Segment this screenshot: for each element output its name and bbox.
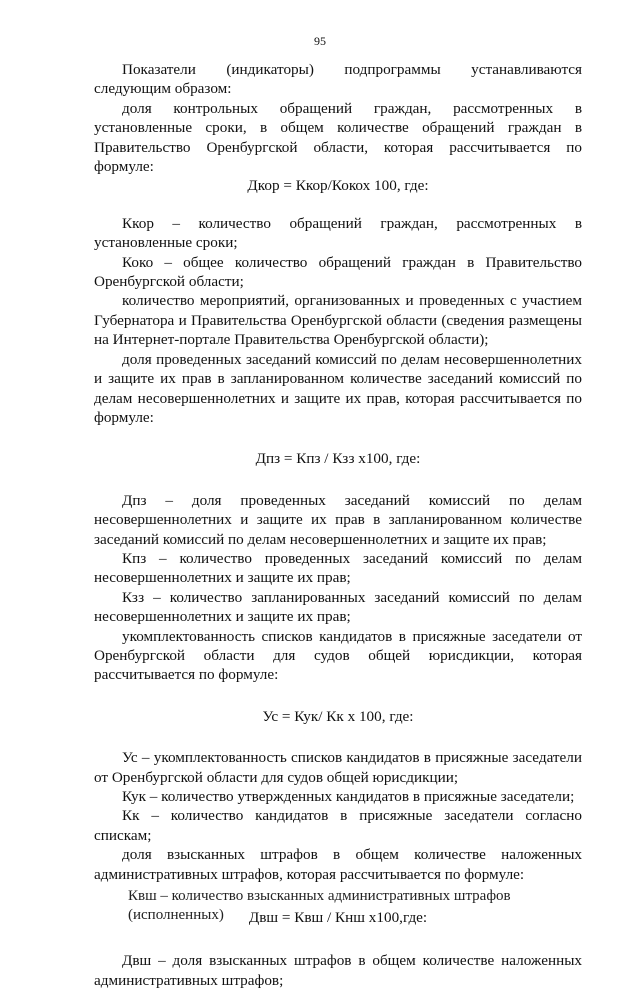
formula-jurors: Ус = Кук/ Кк х 100, где:	[262, 707, 414, 725]
definition-kk: Кк – количество кандидатов в присяжные заседатели согласно спискам;	[94, 807, 582, 844]
definition-dvsh: Двш – доля взысканных штрафов в общем количестве наложенных административных штрафов;	[94, 952, 582, 989]
cut-off-text: Квш – количество взысканных административных штрафов (исполненных)	[128, 888, 511, 923]
paragraph-indicator-jurors: укомплектованность списков кандидатов в присяжные заседатели от Оренбургской области для судов общей юрисдикции, которая рассчитывается по формуле:	[94, 627, 582, 684]
document-body	[94, 60, 582, 990]
page-number: 95	[314, 34, 326, 48]
formula-appeals: Дкор = Ккор/Кокох 100, где:	[247, 177, 429, 195]
definition-us: Ус – укомплектованность списков кандидатов в присяжные заседатели от Оренбургской области для судов общей юрисдикции;	[94, 749, 582, 786]
definition-kpz: Кпз – количество проведенных заседаний комиссий по делам несовершеннолетних и защите их прав;	[94, 549, 582, 587]
paragraph-indicator-events: количество мероприятий, организованных и проведенных с участием Губернатора и Правительства Оренбургской области (сведения размещены на Интернет-портале Правительства Оренбургской области);	[94, 292, 582, 349]
definition-kuk: Кук – количество утвержденных кандидатов в присяжные заседатели;	[122, 788, 575, 805]
definition-kzz: Кзз – количество запланированных заседаний комиссий по делам несовершеннолетних и защите их прав;	[94, 588, 582, 626]
formula-fines: Двш = Квш / Кнш х100,где:	[248, 909, 428, 927]
paragraph-indicator-commissions: доля проведенных заседаний комиссий по делам несовершеннолетних и защите их прав в запланированном количестве заседаний комиссий по делам несовершеннолетних и защите их прав, которая рассчитывается по формуле:	[94, 350, 582, 426]
paragraph-indicator-appeals: доля контрольных обращений граждан, рассмотренных в установленные сроки, в общем количестве обращений граждан в Правительство Оренбургской области, которая рассчитывается по формуле:	[94, 99, 582, 176]
formula-commissions: Дпз = Кпз / Кзз х100, где:	[255, 450, 421, 468]
definition-koko: Коко – общее количество обращений граждан в Правительство Оренбургской области;	[94, 253, 582, 291]
definition-kkor: Ккор – количество обращений граждан, рассмотренных в установленные сроки;	[94, 214, 582, 252]
definition-dpz: Дпз – доля проведенных заседаний комиссий по делам несовершеннолетних и защите их прав в запланированном количестве заседаний комиссий по делам несовершеннолетних и защите их прав;	[94, 491, 582, 548]
paragraph-intro: Показатели (индикаторы) подпрограммы устанавливаются следующим образом:	[94, 61, 582, 98]
paragraph-indicator-fines: доля взысканных штрафов в общем количестве наложенных административных штрафов, которая рассчитывается по формуле:	[94, 846, 582, 883]
